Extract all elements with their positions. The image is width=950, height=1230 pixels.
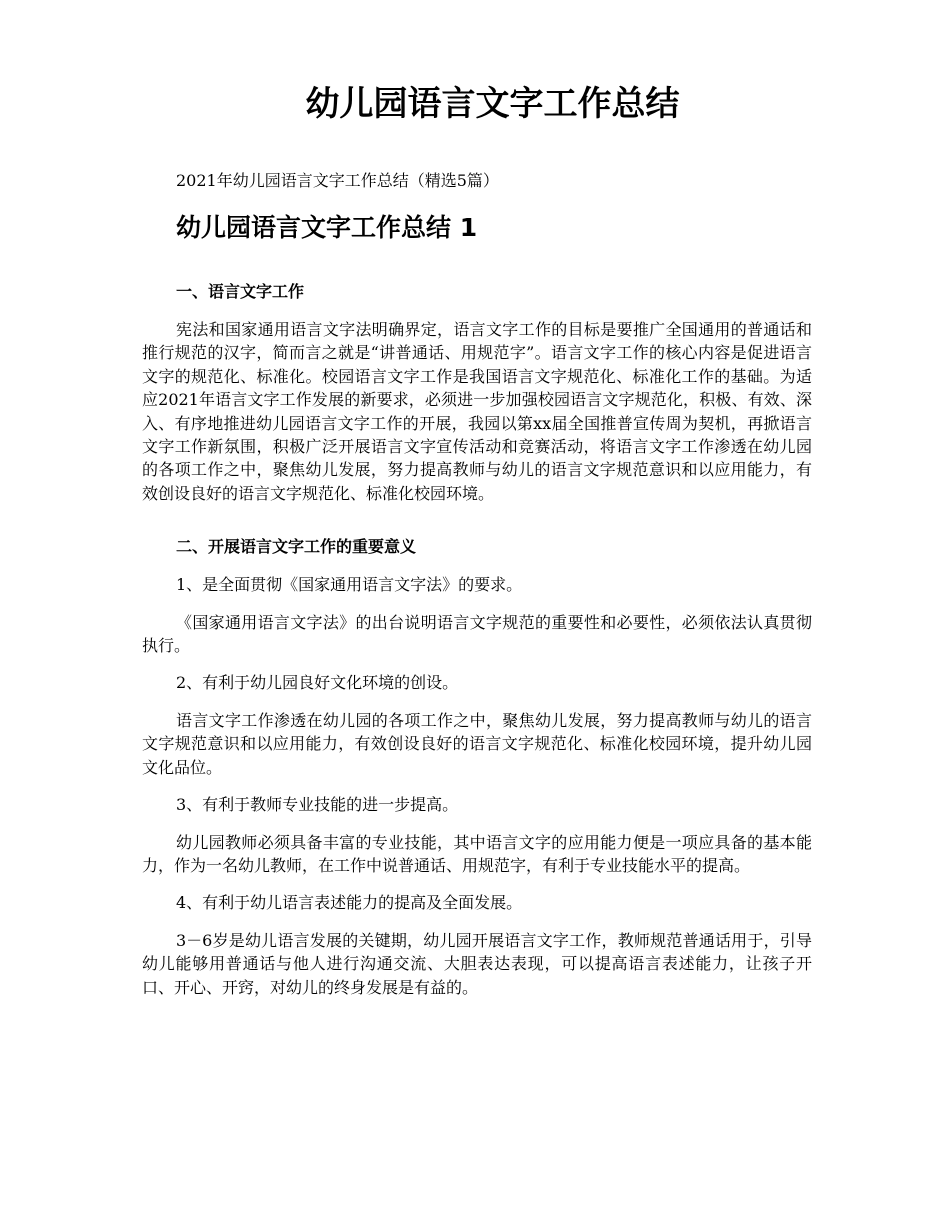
document-title: 幼儿园语言文字工作总结	[305, 84, 680, 124]
heading-significance: 二、开展语言文字工作的重要意义	[176, 537, 417, 557]
paragraph-language-work: 宪法和国家通用语言文字法明确界定，语言文字工作的目标是要推广全国通用的普通话和推行规范的汉字，简而言之就是“讲普通话、用规范字”。语言文字工作的核心内容是促进语言文字的规范化、标准化。校园语言文字工作是我国语言文字规范化、标准化工作的基础。为适应2021年语言文字工作发展的新要求，必须进一步加强校园语言文字规范化，积极、有效、深入、有序地推进幼儿园语言文字工作的开展，我园以第xx届全国推普宣传周为契机，再掀语言文字工作新氛围，积极广泛开展语言文字宣传活动和竞赛活动，将语言文字工作渗透在幼儿园的各项工作之中，聚焦幼儿发展，努力提高教师与幼儿的语言文字规范意识和以应用能力，有效创设良好的语言文字规范化、标准化校园环境。	[142, 320, 812, 503]
item-2-text: 语言文字工作渗透在幼儿园的各项工作之中，聚焦幼儿发展，努力提高教师与幼儿的语言文字规范意识和以应用能力，有效创设良好的语言文字规范化、标准化校园环境，提升幼儿园文化品位。	[142, 710, 812, 777]
document-subtitle: 2021年幼儿园语言文字工作总结（精选5篇）	[176, 171, 499, 190]
item-4-text: 3－6岁是幼儿语言发展的关键期，幼儿园开展语言文字工作，教师规范普通话用于，引导幼儿能够用普通话与他人进行沟通交流、大胆表达表现，可以提高语言表述能力，让孩子开口、开心、开窍，对幼儿的终身发展是有益的。	[142, 930, 812, 997]
item-3-heading: 3、有利于教师专业技能的进一步提高。	[176, 795, 459, 815]
item-1-heading: 1、是全面贯彻《国家通用语言文字法》的要求。	[176, 575, 523, 595]
item-4-heading: 4、有利于幼儿语言表述能力的提高及全面发展。	[176, 893, 523, 913]
item-2-heading: 2、有利于幼儿园良好文化环境的创设。	[176, 673, 459, 693]
heading-language-work: 一、语言文字工作	[176, 282, 305, 301]
section-title: 幼儿园语言文字工作总结 1	[176, 213, 478, 242]
item-1-text: 《国家通用语言文字法》的出台说明语言文字规范的重要性和必要性，必须依法认真贯彻执行。	[142, 612, 812, 656]
item-3-text: 幼儿园教师必须具备丰富的专业技能，其中语言文字的应用能力便是一项应具备的基本能力，作为一名幼儿教师，在工作中说普通话、用规范字，有利于专业技能水平的提高。	[142, 832, 812, 875]
document-body	[142, 168, 812, 999]
